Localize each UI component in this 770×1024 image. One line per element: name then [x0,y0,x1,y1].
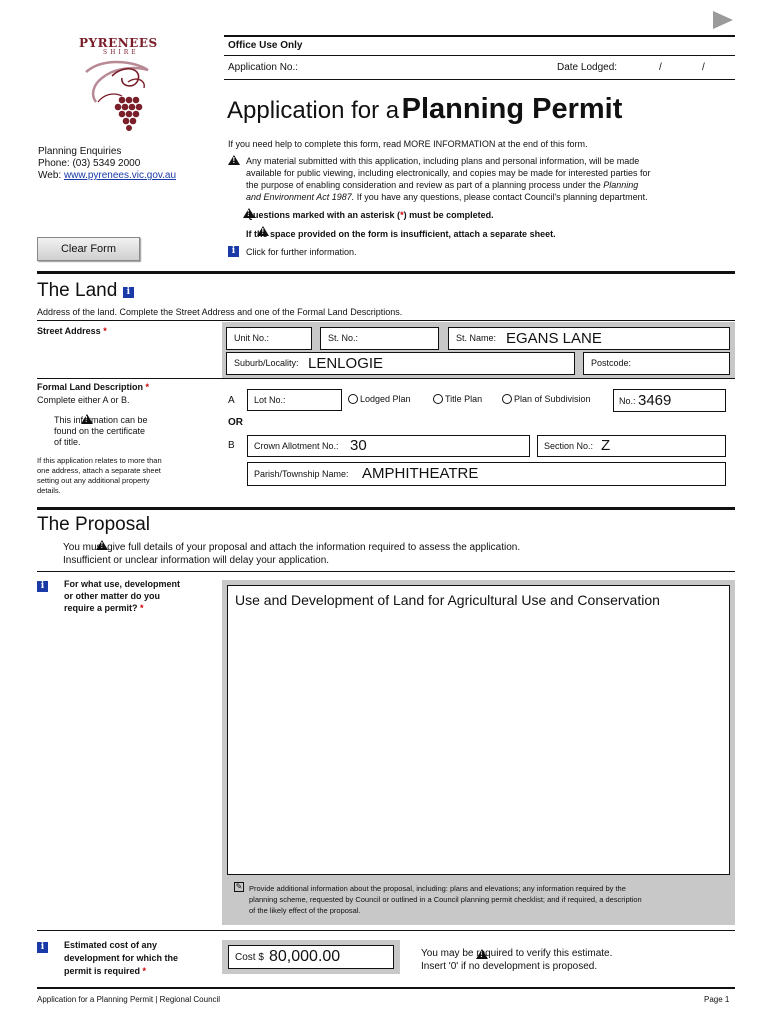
radio-icon [348,394,358,404]
complete-either-note: Complete either A or B. [37,395,130,405]
postcode-label: Postcode: [591,358,632,368]
street-name-field[interactable] [448,327,730,350]
required-asterisk: * [142,966,147,976]
cost-question-1: Estimated cost of any [64,940,158,950]
help-text: If you need help to complete this form, read MORE INFORMATION at the end of this form. [228,139,588,149]
option-b-label: B [228,440,235,451]
street-address-label [37,326,107,336]
multi-address-note-1: If this application relates to more than [37,456,162,465]
plan-of-subdivision-label: Plan of Subdivision [514,394,591,404]
land-section-title [37,280,134,302]
privacy-text: If you have any questions, please contact Council's planning department. [356,192,648,202]
use-question-2: or other matter do you [64,591,161,601]
additional-info-3: of the likely effect of the proposal. [249,906,361,915]
parish-township-label: Parish/Township Name: [254,469,349,479]
warning-icon [228,155,240,165]
date-slash: / [659,62,662,73]
land-description: Address of the land. Complete the Street Address and one of the Formal Land Descriptions. [37,307,403,317]
privacy-text: the purpose of enabling consideration and review as part of a planning process under the [246,180,601,190]
section-no-label: Section No.: [544,441,594,451]
crown-allotment-field[interactable] [247,435,530,457]
additional-info-2: planning scheme, requested by Council or outlined in a Council planning permit checklist; and if required, a description [249,895,642,904]
cost-question-3 [64,966,146,976]
footer-title: Application for a Planning Permit | Regional Council [37,995,221,1004]
info-icon: i [228,246,239,257]
cost-label: Cost $ [235,952,264,963]
suburb-value: LENLOGIE [308,355,384,372]
phone-number: Phone: (03) 5349 2000 [38,158,141,169]
info-icon[interactable]: i [37,581,48,592]
proposal-description-field[interactable] [227,585,730,875]
required-asterisk: * [103,326,107,336]
multi-address-note-2: one address, attach a separate sheet [37,466,161,475]
option-a-label: A [228,395,235,406]
street-address-text: Street Address [37,326,101,336]
date-slash: / [702,62,705,73]
proposal-section-title: The Proposal [37,514,151,535]
next-page-icon[interactable] [713,11,733,29]
parish-township-value: AMPHITHEATRE [362,465,479,482]
postcode-field[interactable] [583,352,730,375]
suburb-label: Suburb/Locality: [234,358,299,368]
logo-title: PYRENEES [79,36,158,50]
application-no-label: Application No.: [228,62,299,73]
proposal-warning-1: You must give full details of your proposal and attach the information required to assess the application. [63,542,521,553]
required-asterisk: * [140,603,144,613]
privacy-line-3 [246,180,638,190]
formal-land-label [37,382,149,392]
crown-allotment-label: Crown Allotment No.: [254,441,339,451]
lot-no-field[interactable] [247,389,342,411]
street-name-value: EGANS LANE [506,330,602,347]
edit-note-icon: ✎ [235,882,243,891]
use-question-3 [64,603,144,613]
plan-no-field[interactable] [613,389,726,412]
cost-question-text: permit is required [64,966,141,976]
cert-note-2: found on the certificate [54,426,146,436]
office-use-heading: Office Use Only [228,40,303,51]
pyrenees-logo [72,36,172,136]
info-note: Click for further information. [246,247,357,257]
privacy-line-2: available for public viewing, including electronically, and copies may be made for interested parties for [246,168,651,178]
cost-question-2: development for which the [64,953,179,963]
cost-field[interactable] [228,945,394,969]
page-title [227,93,622,126]
asterisk-note-text: Questions marked with an asterisk ( [246,210,401,220]
privacy-line-1: Any material submitted with this application, including plans and personal information, will be made [246,156,640,166]
lodged-plan-label: Lodged Plan [360,394,411,404]
use-question-text: require a permit? [64,603,138,613]
verify-note-2: Insert '0' if no development is proposed. [421,961,598,972]
plan-of-subdivision-radio[interactable] [502,394,591,404]
lodged-plan-radio[interactable] [348,394,411,404]
radio-icon [502,394,512,404]
plan-no-value: 3469 [638,392,672,409]
section-no-value: Z [601,437,611,454]
title-plan-radio[interactable] [433,394,482,404]
cert-note-3: of title. [54,437,81,447]
privacy-line-4 [246,192,648,202]
street-no-field[interactable] [320,327,439,350]
verify-note-1: You may be required to verify this estimate. [421,948,613,959]
website-link[interactable]: www.pyrenees.vic.gov.au [63,170,177,181]
required-asterisk: * [145,382,150,392]
formal-land-text: Formal Land Description [37,382,144,392]
unit-no-field[interactable] [226,327,312,350]
proposal-description-value: Use and Development of Land for Agricultural Use and Conservation [235,592,660,608]
act-name: Planning [603,180,639,190]
space-note: If the space provided on the form is insufficient, attach a separate sheet. [246,229,556,239]
radio-icon [433,394,443,404]
street-no-label: St. No.: [328,333,359,343]
plan-no-label: No.: [619,396,636,406]
or-label: OR [228,417,243,428]
website [38,170,176,181]
crown-allotment-value: 30 [350,437,367,454]
section-no-field[interactable] [537,435,726,457]
title-main: Planning Permit [401,93,623,125]
parish-township-field[interactable] [247,462,726,486]
use-question-1: For what use, development [64,579,181,589]
additional-info-1: Provide additional information about the proposal, including: plans and elevations; any information required by the [249,884,626,893]
street-name-label: St. Name: [456,333,497,343]
required-asterisk: * [400,210,404,220]
page-number: Page 1 [704,995,730,1004]
clear-form-button[interactable]: Clear Form [37,237,140,261]
web-label: Web: [38,170,62,181]
land-title: The Land [37,280,118,301]
logo-subtitle: SHIRE [103,49,139,56]
multi-address-note-3: setting out any additional property [37,476,150,485]
unit-no-label: Unit No.: [234,333,270,343]
multi-address-note-4: details. [37,486,61,495]
act-name: and Environment Act 1987. [246,192,355,202]
cost-value: 80,000.00 [269,948,341,965]
asterisk-note-text: ) must be completed. [403,210,494,220]
proposal-warning-2: Insufficient or unclear information will delay your application. [63,555,330,566]
planning-enquiries: Planning Enquiries [38,146,122,157]
suburb-field[interactable] [226,352,575,375]
title-prefix: Application for a [227,97,400,124]
lot-no-label: Lot No.: [254,395,286,405]
date-lodged-label: Date Lodged: [557,62,618,73]
asterisk-note [246,210,494,220]
title-plan-label: Title Plan [445,394,483,404]
grape-vine-icon [72,56,172,136]
info-icon[interactable]: i [37,942,48,953]
info-icon[interactable]: i [123,287,134,298]
cert-note-1: This information can be [54,415,148,425]
